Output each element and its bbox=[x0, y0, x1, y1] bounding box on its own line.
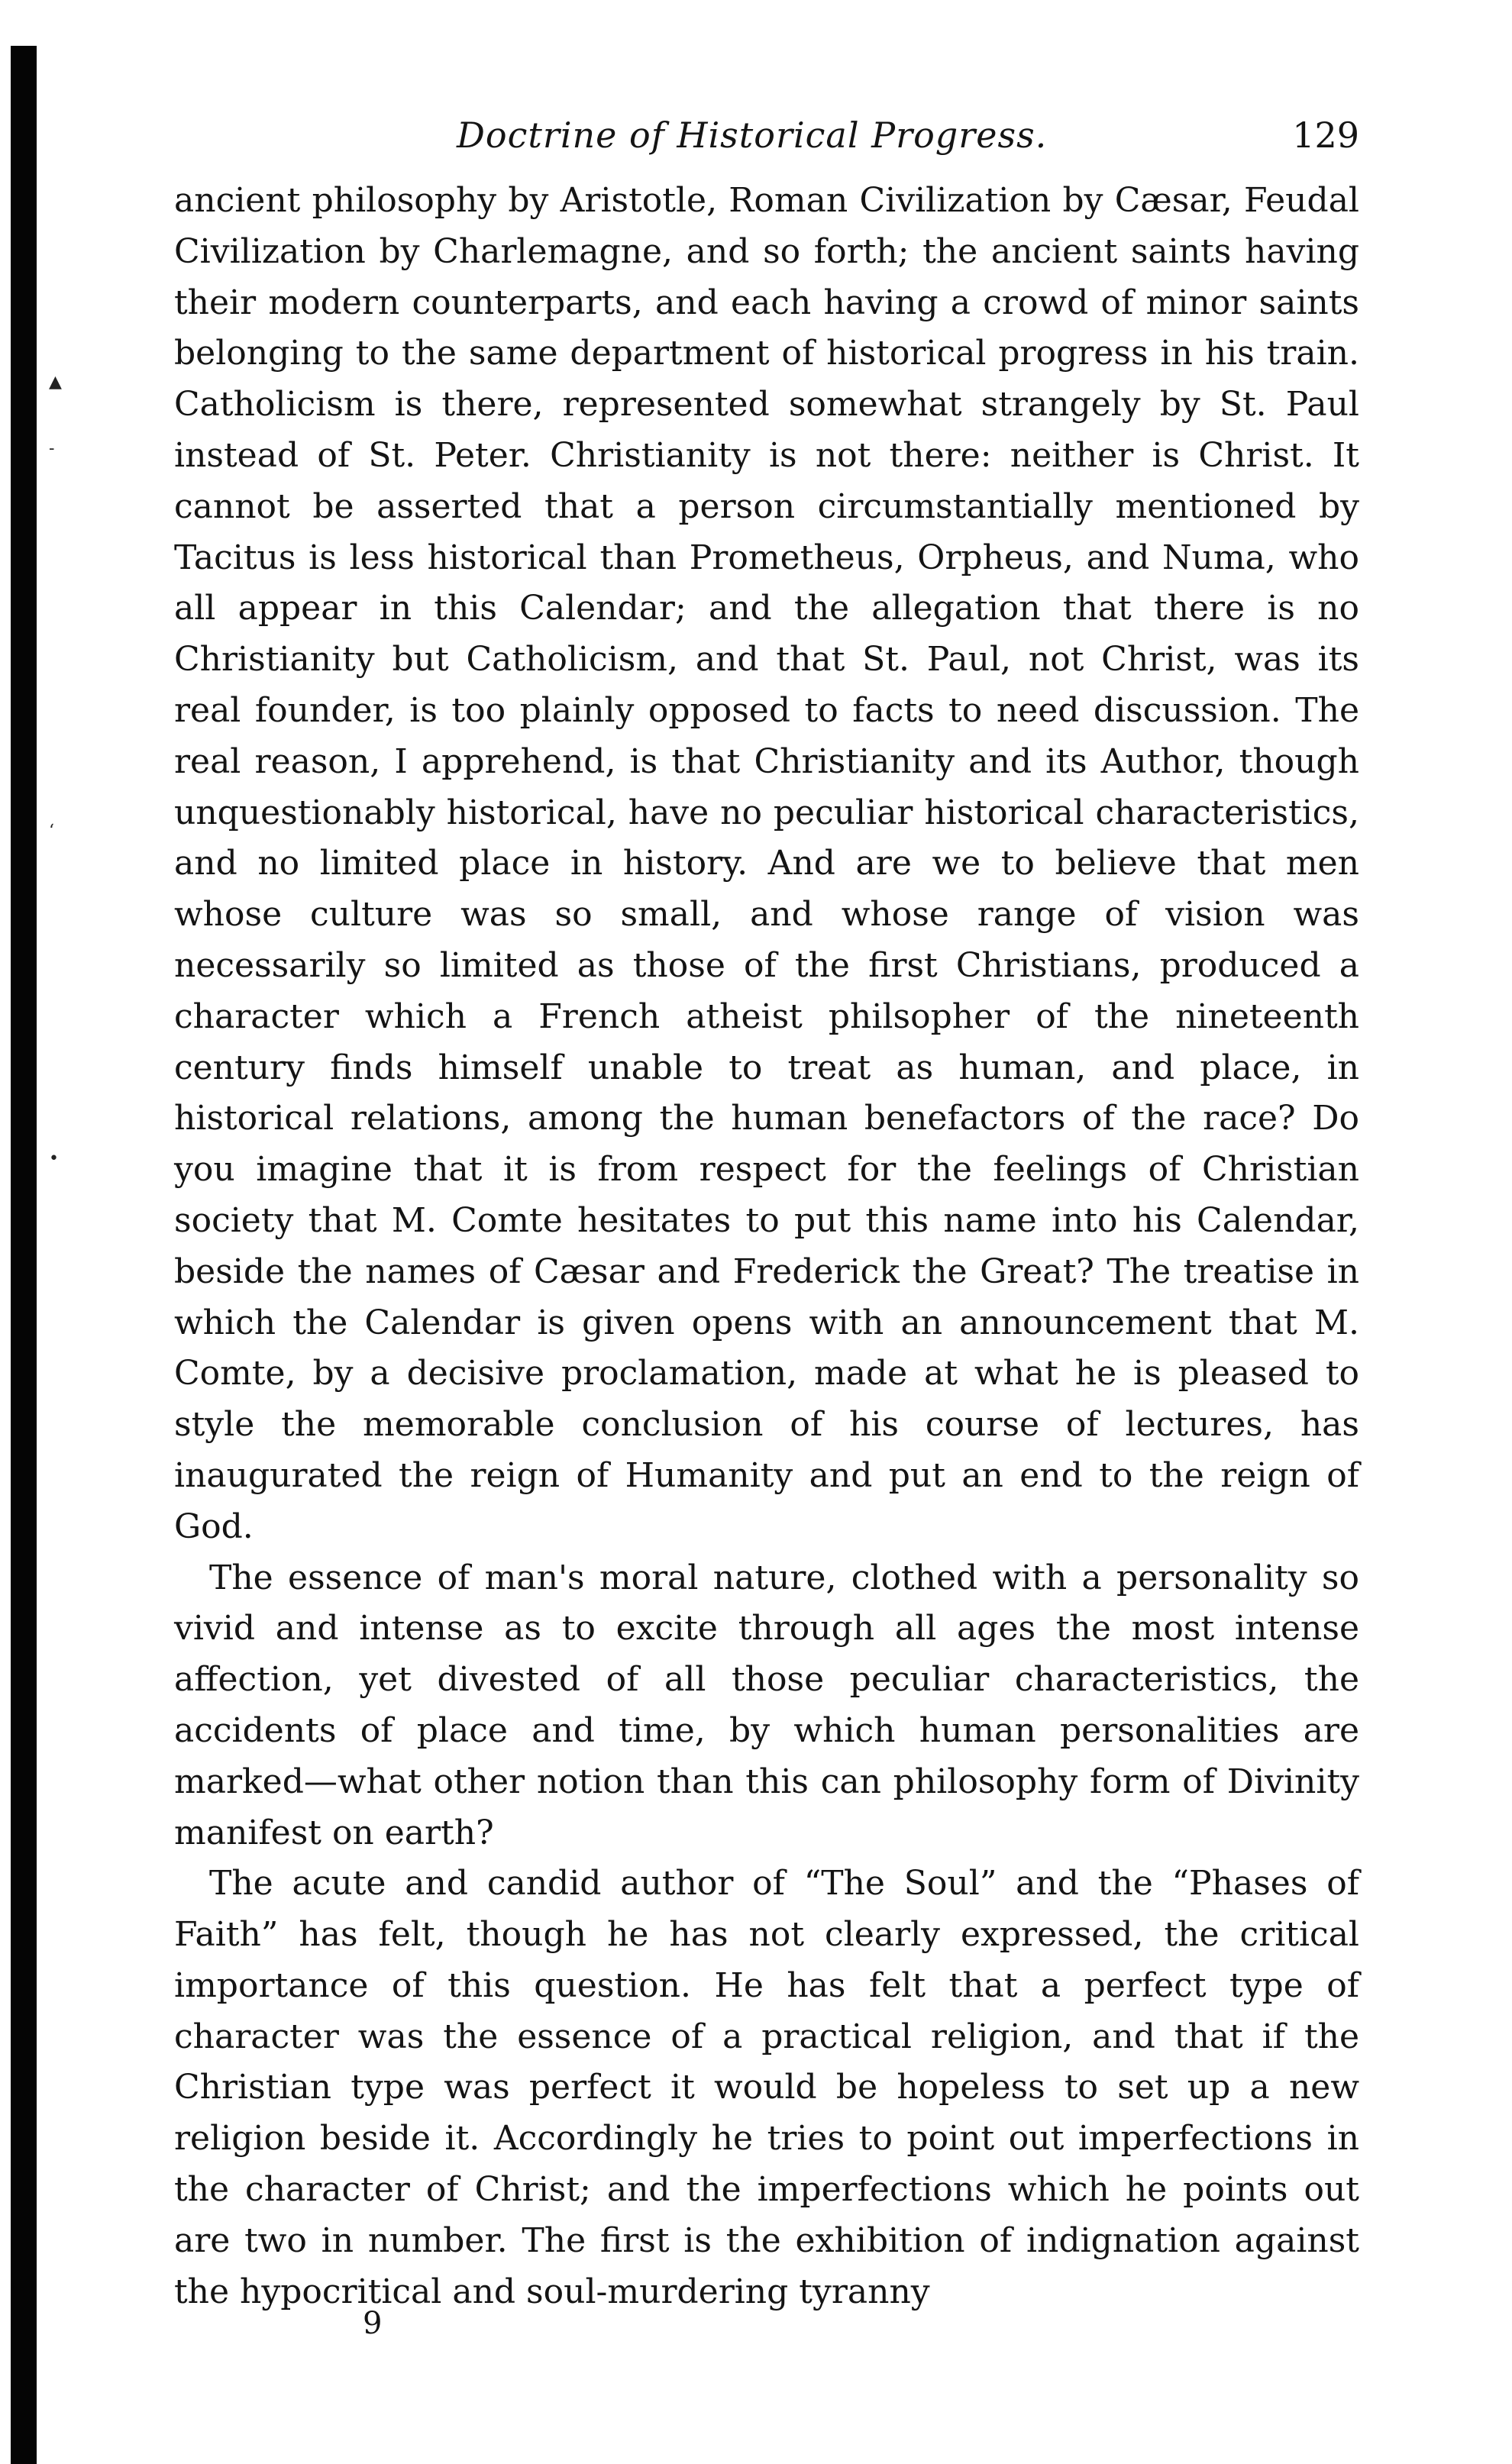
paragraph-continued: ancient philosophy by Aristotle, Roman Civilization by Cæsar, Feudal Civilization by Charlemagne, and so forth; the ancient saints having their modern counterparts, and each having a crowd of minor saints belonging to the same department of historical progress in his train. Catholicism is there, represented somewhat strangely by St. Paul instead of St. Peter. Christianity is not there: neither is Christ. It cannot be asserted that a person circumstantially mentioned by Tacitus is less historical than Prometheus, Orpheus, and Numa, who all appear in this Calendar; and the allegation that there is no Christianity but Catholicism, and that St. Paul, not Christ, was its real founder, is too plainly opposed to facts to need discussion. The real reason, I apprehend, is that Christianity and its Author, though unquestionably historical, have no peculiar historical characteristics, and no limited place in history. And are we to believe that men whose culture was so small, and whose range of vision was necessarily so limited as those of the first Christians, produced a character which a French atheist philsopher of the nineteenth century finds himself unable to treat as human, and place, in historical relations, among the human benefactors of the race? Do you imagine that it is from respect for the feelings of Christian society that M. Comte hesitates to put this name into his Calendar, beside the names of Cæsar and Frederick the Great? The treatise in which the Calendar is given opens with an announcement that M. Comte, by a decisive proclamation, made at what he is pleased to style the memorable conclusion of his course of lectures, has inaugurated the reign of Humanity and put an end to the reign of God. bbox=[174, 181, 1359, 1546]
paragraph: The essence of man's moral nature, clothed with a personality so vivid and intense as to excite through all ages the most intense affection, yet divested of all those peculiar characteristics, the accidents of place and time, by which human personalities are marked—what other notion than this can philosophy form of Divinity manifest on earth? bbox=[174, 1558, 1359, 1852]
paragraph: The acute and candid author of “The Soul” and the “Phases of Faith” has felt, though he has not clearly expressed, the critical importance of this question. He has felt that a perfect type of character was the essence of a practical religion, and that if the Christian type was perfect it would be hopeless to set up a new religion beside it. Accordingly he tries to point out imperfections in the character of Christ; and the imperfections which he points out are two in number. The first is the exhibition of indignation against the hypocritical and soul-murdering tyranny bbox=[174, 1864, 1359, 2311]
running-head bbox=[174, 115, 1359, 168]
book-page bbox=[174, 115, 1359, 2317]
margin-speck: - bbox=[49, 439, 55, 458]
book-binding-edge bbox=[0, 0, 38, 2464]
margin-speck: • bbox=[49, 1149, 59, 1168]
binding-shadow-bar bbox=[11, 46, 37, 2464]
page-number: 129 bbox=[1292, 115, 1359, 156]
body-text bbox=[174, 176, 1359, 2317]
margin-speck: ‘ bbox=[49, 822, 54, 841]
signature-mark: 9 bbox=[363, 2306, 383, 2341]
margin-speck: ▲ bbox=[49, 373, 62, 392]
running-title: Doctrine of Historical Progress. bbox=[457, 115, 1048, 156]
